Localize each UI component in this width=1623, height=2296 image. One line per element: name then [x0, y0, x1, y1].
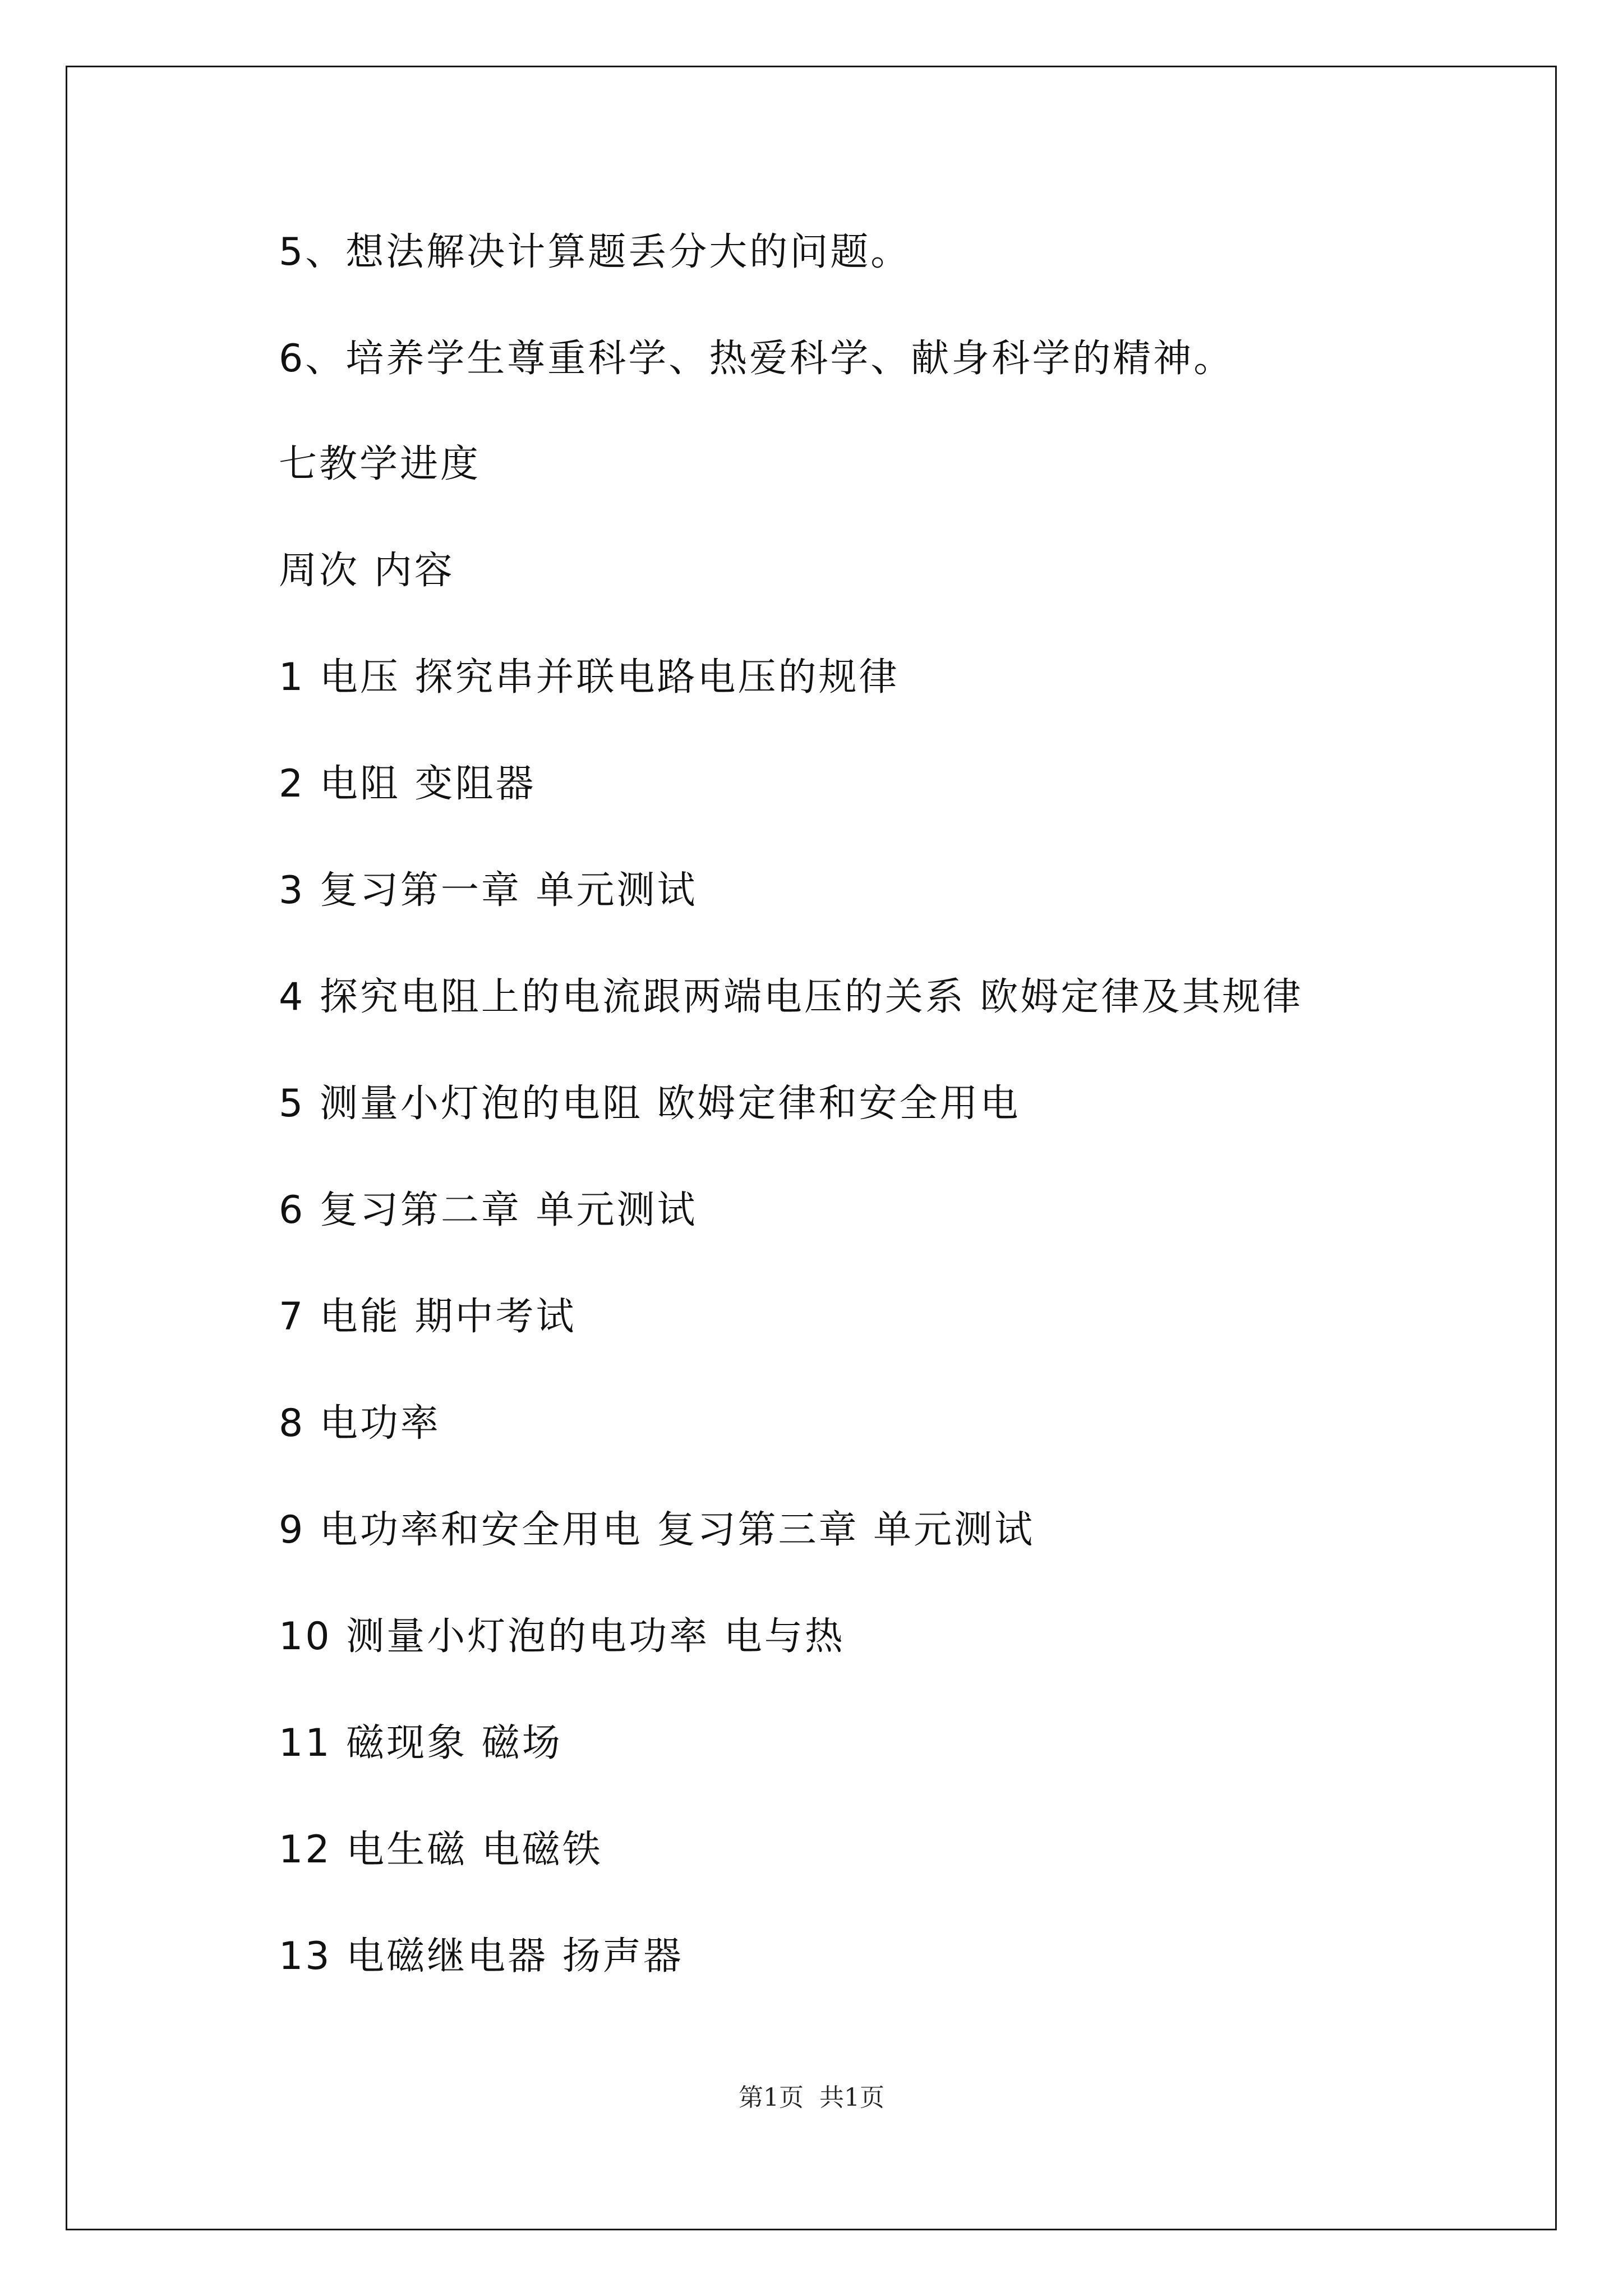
section-heading: 七教学进度 — [279, 442, 481, 486]
schedule-row: 9 电功率和安全用电 复习第三章 单元测试 — [279, 1508, 1035, 1552]
schedule-row: 12 电生磁 电磁铁 — [279, 1828, 603, 1872]
text-line: 6、培养学生尊重科学、热爱科学、献身科学的精神。 — [279, 337, 1234, 381]
schedule-row: 6 复习第二章 单元测试 — [279, 1188, 698, 1232]
schedule-row: 13 电磁继电器 扬声器 — [279, 1934, 684, 1978]
text-line: 5、想法解决计算题丢分大的问题。 — [279, 230, 911, 274]
schedule-row: 7 电能 期中考试 — [279, 1295, 577, 1339]
page-border — [66, 66, 1557, 2230]
schedule-row: 2 电阻 变阻器 — [279, 762, 536, 806]
schedule-row: 3 复习第一章 单元测试 — [279, 868, 698, 913]
schedule-row: 4 探究电阻上的电流跟两端电压的关系 欧姆定律及其规律 — [279, 975, 1303, 1019]
schedule-row: 5 测量小灯泡的电阻 欧姆定律和安全用电 — [279, 1082, 1021, 1126]
page-footer: 第1页 共1页 — [739, 2083, 884, 2112]
schedule-row: 1 电压 探究串并联电路电压的规律 — [279, 655, 900, 700]
schedule-row: 8 电功率 — [279, 1401, 441, 1446]
schedule-row: 11 磁现象 磁场 — [279, 1721, 562, 1765]
table-header: 周次 内容 — [279, 549, 455, 593]
schedule-row: 10 测量小灯泡的电功率 电与热 — [279, 1614, 845, 1659]
